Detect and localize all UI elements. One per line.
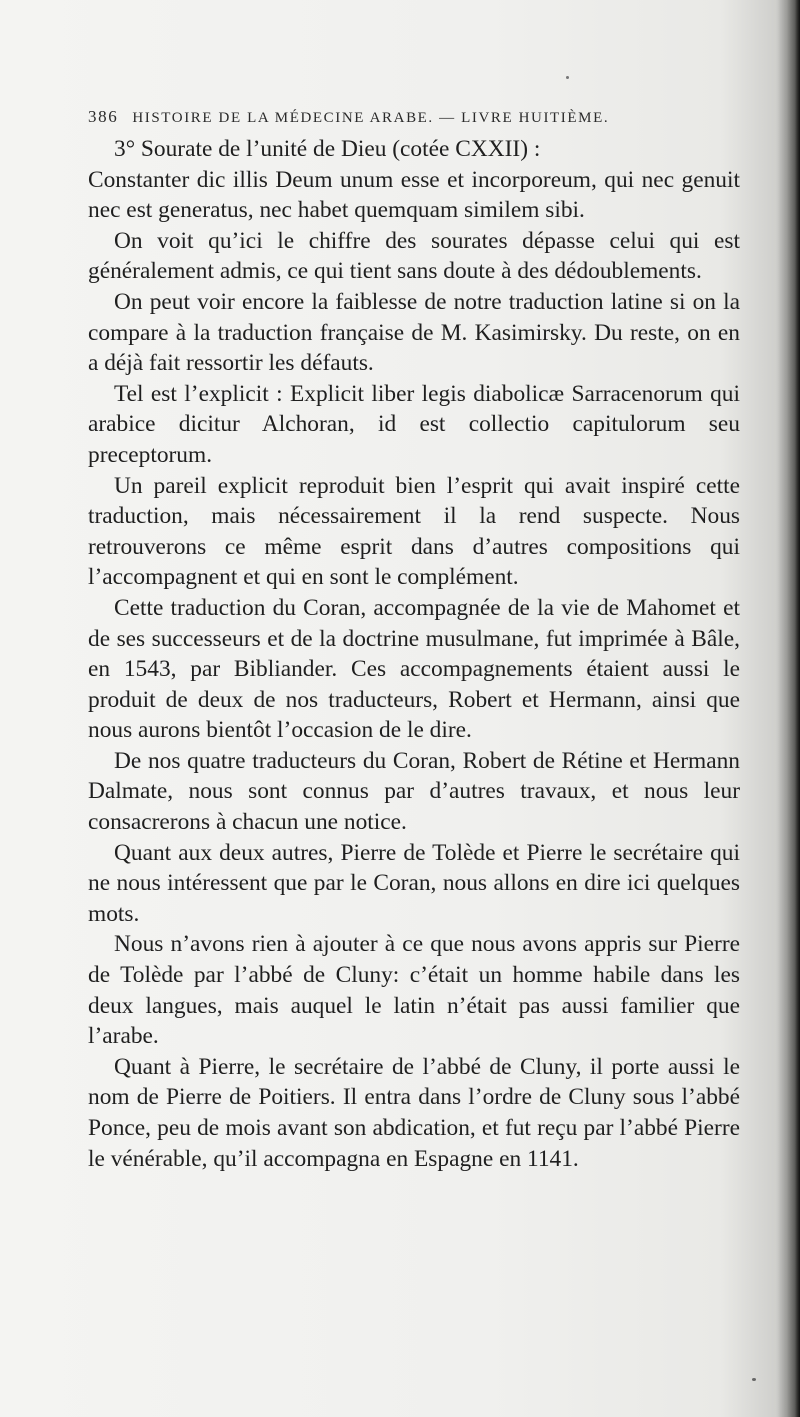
paragraph: 3° Sourate de l’unité de Dieu (cotée CXXII) : — [114, 136, 541, 162]
paragraph: Constanter dic illis Deum unum esse et incorporeum, qui nec genuit nec est generatus, nec habet quemquam similem sibi. — [88, 166, 740, 224]
paragraph: Quant à Pierre, le secrétaire de l’abbé de Cluny, il porte aussi le nom de Pierre de Poitiers. Il entra dans l’ordre de Cluny sous l’abbé Ponce, peu de mois avant son abdication, et fut reçu par l’abbé Pierre le vénérable, qu’il accompagna en Espagne en 1141. — [88, 1053, 740, 1172]
paragraph: On voit qu’ici le chiffre des sourates dépasse celui qui est généralement admis, ce qui tient sans doute à des dédoublements. — [88, 227, 740, 285]
running-title: HISTOIRE DE LA MÉDECINE ARABE. — LIVRE HUITIÈME. — [132, 110, 610, 126]
page-edge-shadow — [778, 0, 800, 1417]
page-content — [88, 100, 740, 1174]
page-number: 386 — [88, 107, 119, 126]
paragraph: De nos quatre traducteurs du Coran, Robert de Rétine et Hermann Dalmate, nous sont connus par d’autres travaux, et nous leur consacrerons à chacun une notice. — [88, 747, 740, 836]
paragraph: Quant aux deux autres, Pierre de Tolède et Pierre le secrétaire qui ne nous intéressent que par le Coran, nous allons en dire ici quelques mots. — [88, 839, 740, 927]
body-text — [88, 134, 740, 1174]
paragraph: Nous n’avons rien à ajouter à ce que nous avons appris sur Pierre de Tolède par l’abbé de Cluny: c’était un homme habile dans les deux langues, mais auquel le latin n’était pas aussi familier que l’arabe. — [88, 931, 740, 1050]
running-header — [88, 100, 740, 134]
paragraph: Tel est l’explicit : Explicit liber legis diabolicæ Sarracenorum qui arabice dicitur Alchoran, id est collectio capitulorum seu preceptorum. — [88, 380, 740, 468]
paragraph: Cette traduction du Coran, accompagnée de la vie de Mahomet et de ses successeurs et de la doctrine musulmane, fut imprimée à Bâle, en 1543, par Bibliander. Ces accompagnements étaient aussi le produit de deux de nos traducteurs, Robert et Hermann, ainsi que nous aurons bientôt l’occasion de le dire. — [88, 594, 740, 744]
print-speck — [566, 76, 569, 79]
print-speck — [752, 1378, 756, 1381]
paragraph: On peut voir encore la faiblesse de notre traduction latine si on la compare à la traduction française de M. Kasimirsky. Du reste, on en a déjà fait ressortir les défauts. — [88, 288, 740, 377]
paragraph: Un pareil explicit reproduit bien l’esprit qui avait inspiré cette traduction, mais nécessairement il la rend suspecte. Nous retrouverons ce même esprit dans d’autres compositions qui l’accompagnent et qui en sont le complément. — [88, 472, 740, 591]
